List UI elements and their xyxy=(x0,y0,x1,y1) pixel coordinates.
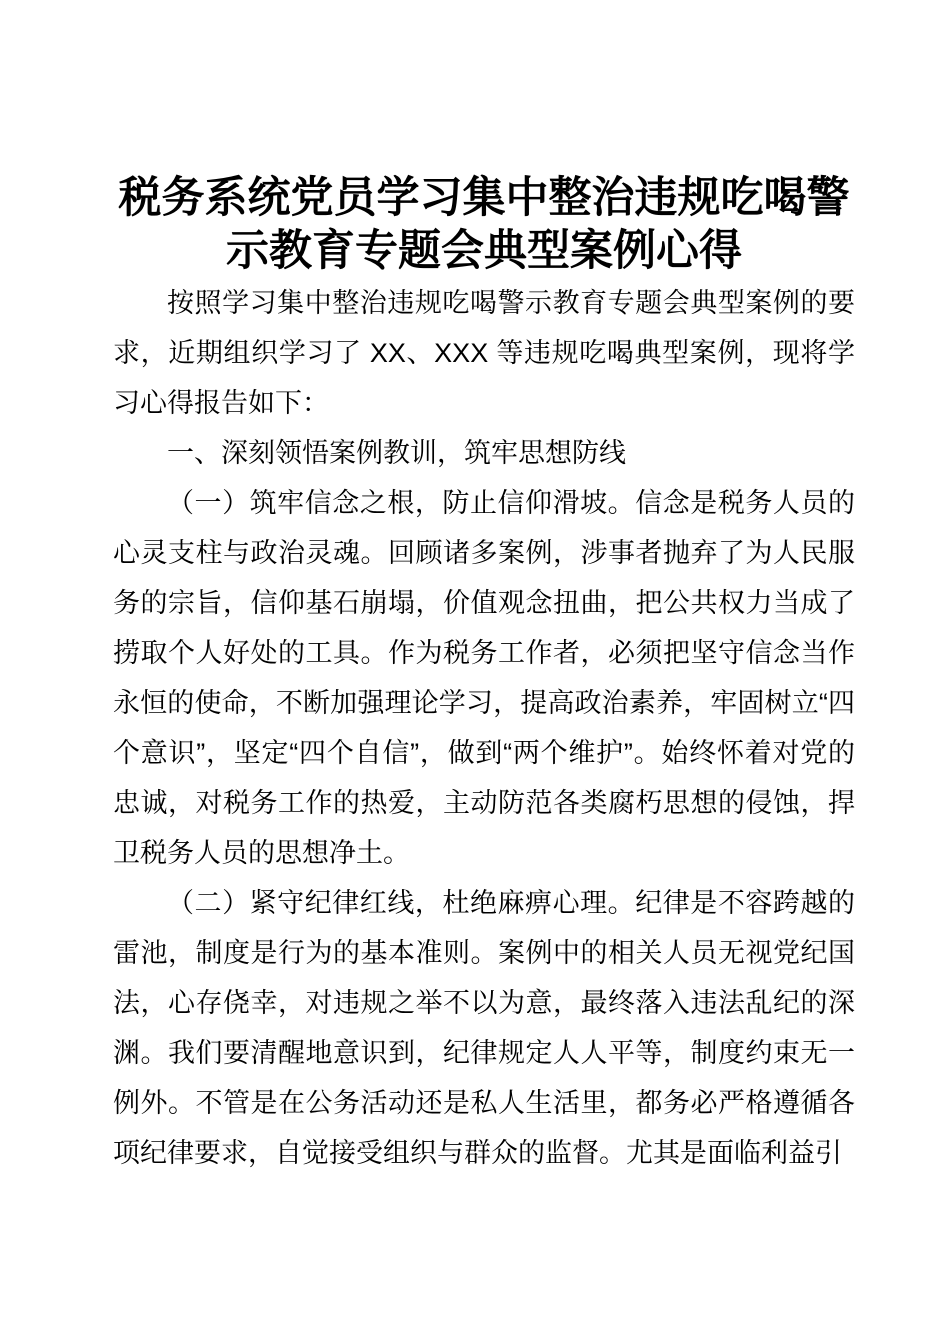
section-1-sub-2-paragraph: （二）紧守纪律红线，杜绝麻痹心理。纪律是不容跨越的雷池，制度是行为的基本准则。案例中的相关人员无视党纪国法，心存侥幸，对违规之举不以为意，最终落入违法乱纪的深渊。我们要清醒地意识到，纪律规定人人平等，制度约束无一例外。不管是在公务活动还是私人生活里，都务必严格遵循各项纪律要求，自觉接受组织与群众的监督。尤其是面临利益引 xyxy=(113,888,855,1168)
intro-paragraph: 按照学习集中整治违规吃喝警示教育专题会典型案例的要求，近期组织学习了 XX、XXX 等违规吃喝典型案例，现将学习心得报告如下： xyxy=(113,288,855,418)
section-1-sub-1-paragraph: （一）筑牢信念之根，防止信仰滑坡。信念是税务人员的心灵支柱与政治灵魂。回顾诸多案例，涉事者抛弃了为人民服务的宗旨，信仰基石崩塌，价值观念扭曲，把公共权力当成了捞取个人好处的工具。作为税务工作者，必须把坚守信念当作永恒的使命，不断加强理论学习，提高政治素养，牢固树立“四个意识”，坚定“四个自信”，做到“两个维护”。始终怀着对党的忠诚，对税务工作的热爱，主动防范各类腐朽思想的侵蚀，捍卫税务人员的思想净土。 xyxy=(113,488,855,868)
section-1-heading: 一、深刻领悟案例教训，筑牢思想防线 xyxy=(167,438,626,468)
document-title: 税务系统党员学习集中整治违规吃喝警示教育专题会典型案例心得 xyxy=(118,174,850,275)
